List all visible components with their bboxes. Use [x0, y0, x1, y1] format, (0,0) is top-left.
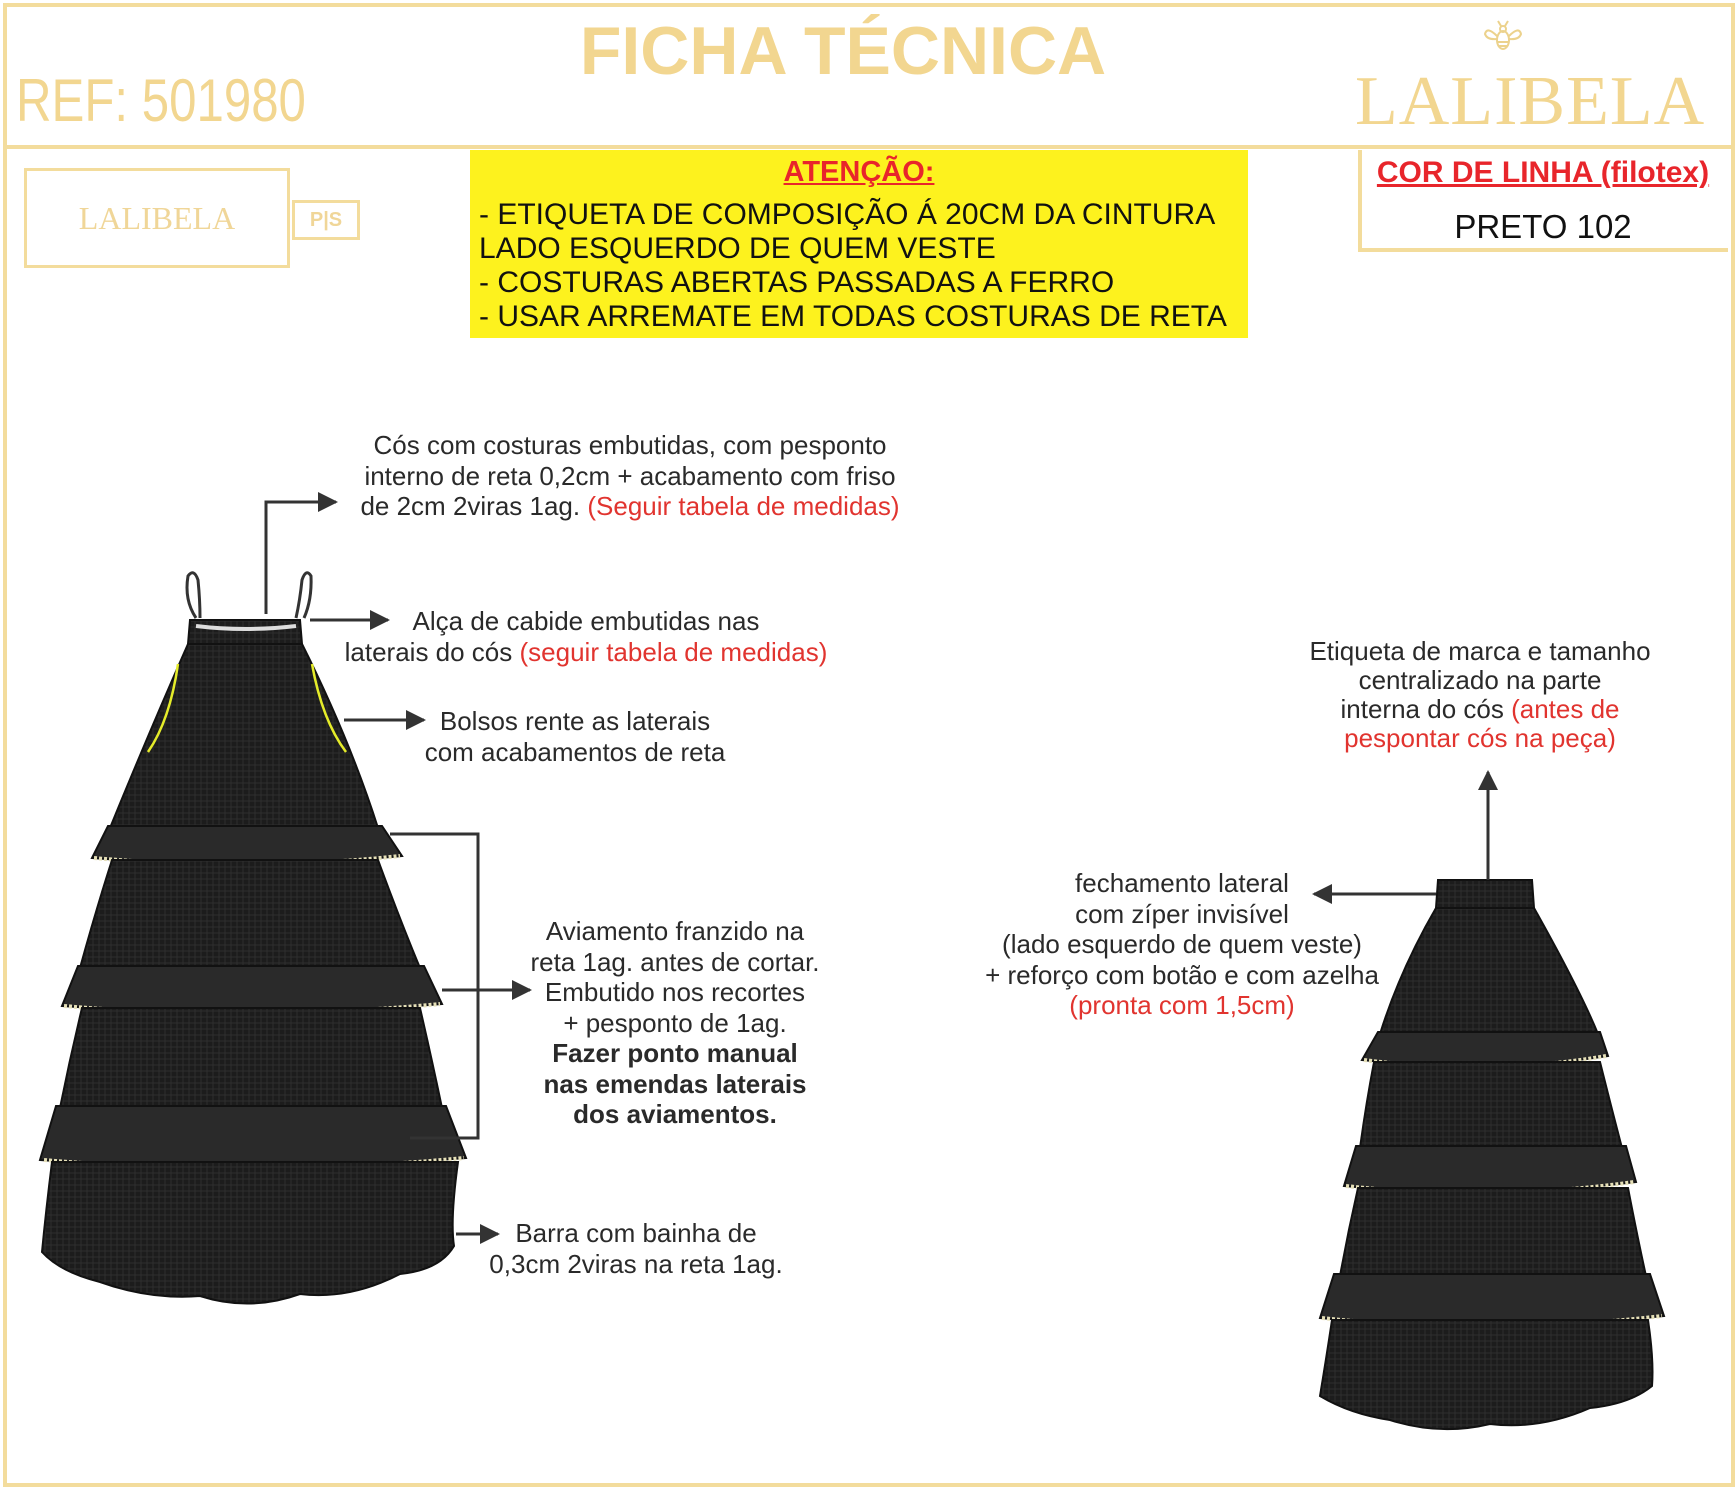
note-text: com acabamentos de reta	[424, 736, 726, 767]
note-pockets	[410, 706, 740, 767]
skirt-front-drawing	[40, 573, 466, 1304]
note-text: Etiqueta de marca e tamanho	[1309, 636, 1651, 666]
note-emphasis: dos aviamentos.	[573, 1099, 777, 1129]
note-highlight: pespontar cós na peça)	[1344, 723, 1616, 753]
note-emphasis: Fazer ponto manual	[552, 1038, 798, 1068]
note-waistband	[340, 430, 920, 522]
attention-line: - ETIQUETA DE COMPOSIÇÃO Á 20CM DA CINTURA	[479, 198, 1216, 231]
note-text: Cós com costuras embutidas, com pesponto	[373, 430, 887, 460]
note-text	[340, 491, 920, 522]
note-highlight: (seguir tabela de medidas)	[519, 636, 828, 667]
note-highlight: (Seguir tabela de medidas)	[587, 491, 900, 521]
note-text: + reforço com botão e com azelha	[985, 959, 1379, 990]
reference-number: REF: 501980	[16, 67, 306, 134]
label-tag-brand: LALIBELA	[78, 200, 236, 236]
page-title: FICHA TÉCNICA	[579, 13, 1107, 89]
note-text: + pesponto de 1ag.	[563, 1007, 787, 1038]
note-text: (lado esquerdo de quem veste)	[1002, 929, 1362, 959]
note-text: com zíper invisível	[1075, 898, 1289, 929]
note-text: laterais do cós	[344, 636, 513, 667]
note-closure	[970, 868, 1394, 1021]
brand-logo: LALIBELA	[1355, 63, 1706, 140]
note-text: interno de reta 0,2cm + acabamento com friso	[364, 460, 896, 491]
label-tag-size: P|S	[292, 200, 360, 240]
attention-line: - USAR ARREMATE EM TODAS COSTURAS DE RETA	[479, 300, 1227, 333]
note-text: Aviamento franzido na	[545, 916, 805, 946]
note-text: fechamento lateral	[1075, 868, 1289, 898]
thread-color-title: COR DE LINHA (filotex)	[1376, 156, 1710, 189]
note-text: Bolsos rente as laterais	[439, 706, 711, 736]
attention-line: - COSTURAS ABERTAS PASSADAS A FERRO	[479, 266, 1115, 299]
note-text: 0,3cm 2viras na reta 1ag.	[489, 1248, 783, 1279]
attention-line: LADO ESQUERDO DE QUEM VESTE	[479, 232, 996, 265]
attention-title: ATENÇÃO:	[783, 156, 935, 188]
note-text	[336, 637, 836, 668]
note-hanger-loop	[336, 606, 836, 667]
note-text: centralizado na parte	[1358, 665, 1602, 695]
note-text: de 2cm 2viras 1ag.	[360, 491, 581, 521]
note-brand-label	[1300, 637, 1660, 753]
thread-color-value: PRETO 102	[1454, 208, 1632, 245]
note-text: reta 1ag. antes de cortar.	[530, 946, 820, 977]
note-hem	[476, 1218, 796, 1279]
note-text: Alça de cabide embutidas nas	[412, 606, 760, 636]
note-text: interna do cós	[1340, 694, 1504, 724]
note-highlight: (pronta com 1,5cm)	[1069, 990, 1295, 1020]
note-trim	[520, 916, 830, 1130]
note-highlight: (antes de	[1511, 694, 1620, 724]
note-text: Barra com bainha de	[515, 1218, 757, 1248]
note-emphasis: nas emendas laterais	[543, 1068, 807, 1099]
note-text	[1300, 695, 1660, 724]
note-text: Embutido nos recortes	[544, 977, 806, 1007]
